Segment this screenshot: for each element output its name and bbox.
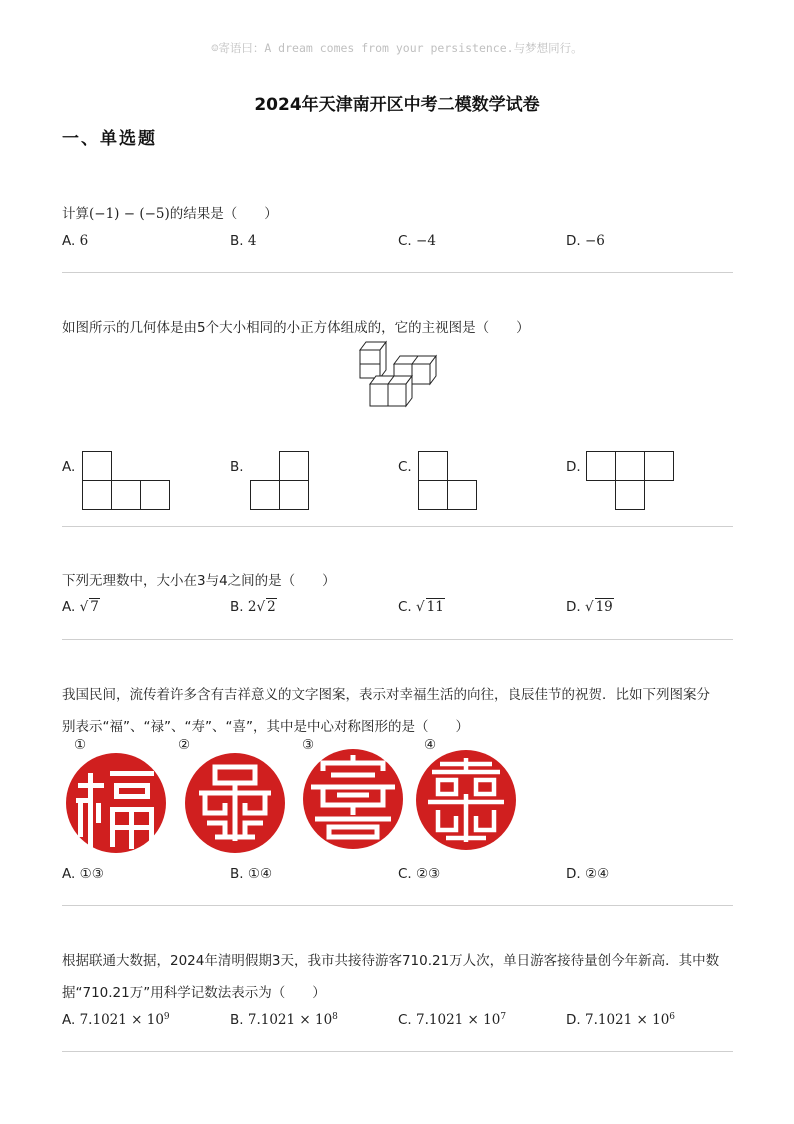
question-2-stem: 如图所示的几何体是由5个大小相同的小正方体组成的，它的主视图是（ ） (62, 320, 530, 336)
question-3-option-b[interactable]: B. 2√ 2 (230, 599, 276, 615)
question-3-option-c[interactable]: C. √ 11 (398, 599, 444, 615)
question-4-stem-line-2: 别表示“福”、“禄”、“寿”、“喜”，其中是中心对称图形的是（ ） (62, 719, 469, 735)
figure-label-2: ② (178, 737, 191, 753)
question-1-option-a[interactable]: A. 6 (62, 233, 89, 249)
watermark: ☺寄语曰：A dream comes from your persistence.与梦想同行。 (211, 41, 583, 55)
question-2-option-a[interactable]: A. (62, 459, 76, 475)
cube-solid-figure (356, 340, 440, 410)
xi-seal-icon (416, 750, 516, 850)
question-5-option-b[interactable]: B. $7.1021 \times 10^8$ (230, 1012, 338, 1028)
question-3-option-d[interactable]: D. √ 19 (566, 599, 613, 615)
option-a-front-view (82, 451, 172, 511)
question-1-option-d[interactable]: D. −6 (566, 233, 605, 249)
shou-seal-icon (303, 749, 403, 849)
divider (62, 639, 733, 640)
divider (62, 526, 733, 527)
question-2-option-b[interactable]: B. (230, 459, 244, 475)
option-d-front-view (586, 451, 676, 511)
divider (62, 1051, 733, 1052)
option-b-front-view (250, 451, 312, 511)
figure-label-4: ④ (424, 737, 437, 753)
question-2-option-c[interactable]: C. (398, 459, 412, 475)
question-4-option-a[interactable]: A. ①③ (62, 866, 104, 882)
question-5-option-d[interactable]: D. $7.1021 \times 10^6$ (566, 1012, 676, 1028)
figure-label-1: ① (74, 737, 87, 753)
question-5-option-c[interactable]: C. $7.1021 \times 10^7$ (398, 1012, 507, 1028)
divider (62, 272, 733, 273)
question-4-option-d[interactable]: D. ②④ (566, 866, 610, 882)
question-1-option-c[interactable]: C. −4 (398, 233, 436, 249)
question-5-stem-line-2: 据“710.21万”用科学记数法表示为（ ） (62, 985, 326, 1001)
figure-label-3: ③ (302, 737, 315, 753)
option-c-front-view (418, 451, 480, 511)
question-3-option-a[interactable]: A. √ 7 (62, 599, 99, 615)
question-2-option-d[interactable]: D. (566, 459, 581, 475)
lu-seal-icon (185, 753, 285, 853)
question-5-stem-line-1: 根据联通大数据，2024年清明假期3天，我市共接待游客710.21万人次，单日游客接待量创今年新高．其中数 (62, 953, 720, 969)
question-4-option-c[interactable]: C. ②③ (398, 866, 441, 882)
question-1-stem: 计算(−1) − (−5)的结果是（ ） (62, 206, 278, 222)
question-4-stem-line-1: 我国民间，流传着许多含有吉祥意义的文字图案，表示对幸福生活的向往，良辰佳节的祝贺．比如下列图案分 (62, 687, 710, 703)
question-4-option-b[interactable]: B. ①④ (230, 866, 273, 882)
question-1-expression: (−1) − (−5) (89, 206, 170, 222)
question-1-option-b[interactable]: B. 4 (230, 233, 257, 249)
page-title: 2024年天津南开区中考二模数学试卷 (254, 95, 540, 115)
question-3-stem: 下列无理数中，大小在3与4之间的是（ ） (62, 573, 336, 589)
fu-seal-icon (66, 753, 166, 853)
divider (62, 905, 733, 906)
question-5-option-a[interactable]: A. $7.1021 \times 10^9$ (62, 1012, 170, 1028)
section-heading: 一、单选题 (62, 129, 157, 149)
